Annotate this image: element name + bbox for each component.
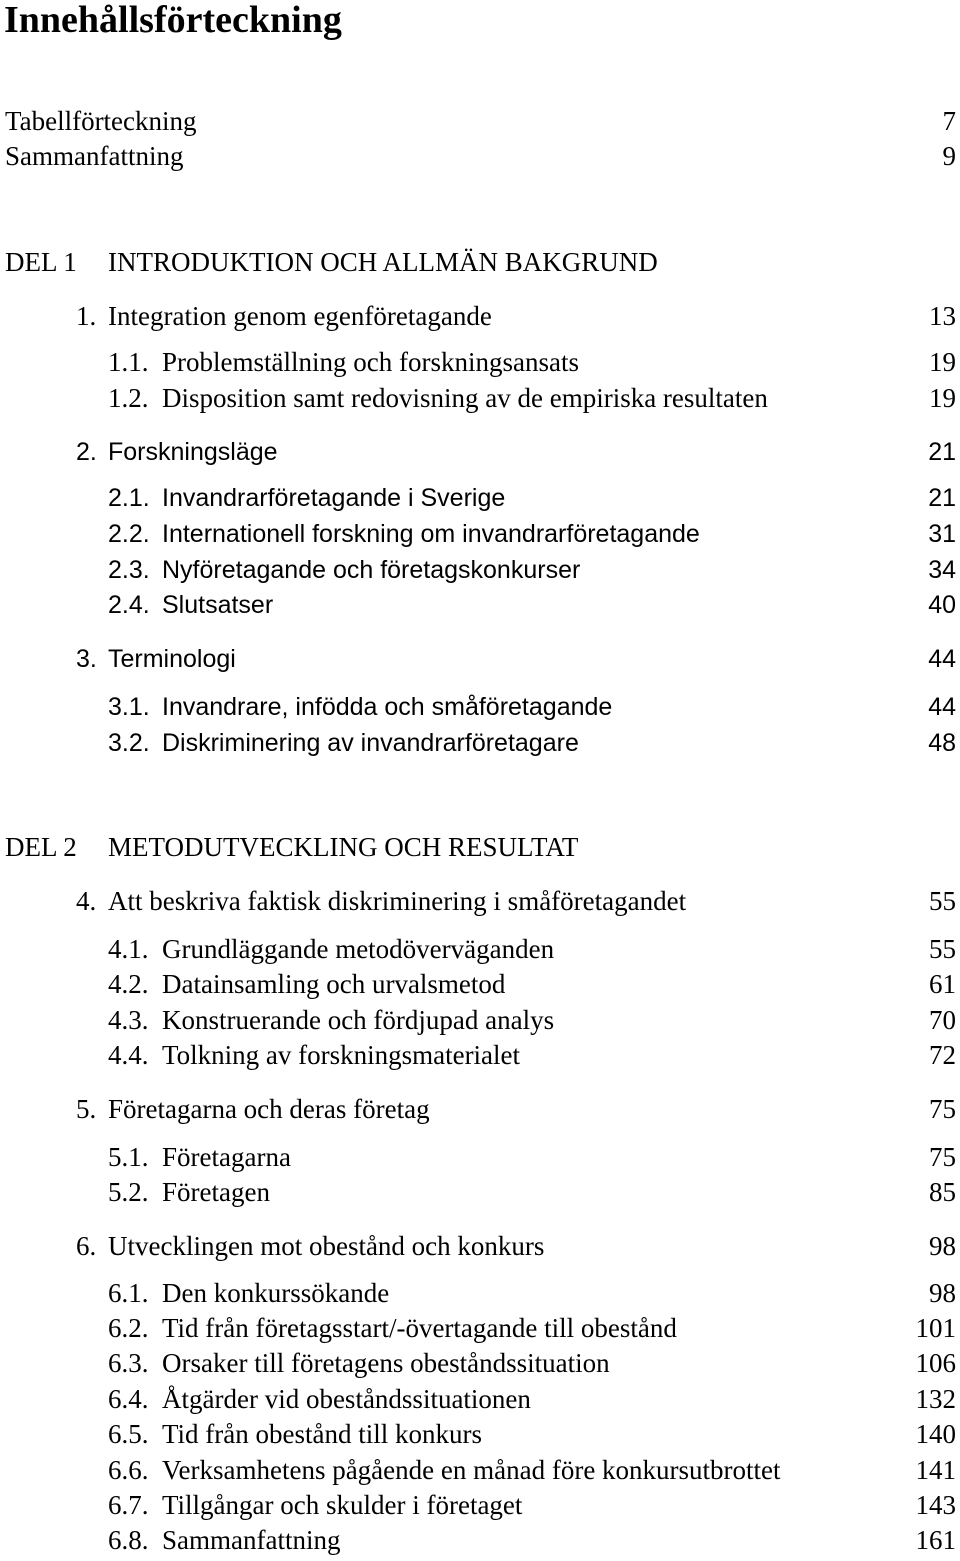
- toc-page: 106: [915, 1348, 956, 1378]
- section-number: 5.1.: [108, 1142, 149, 1172]
- toc-section-4-2[interactable]: [0, 967, 960, 1001]
- section-number: 6.4.: [108, 1384, 149, 1414]
- part-title: INTRODUKTION OCH ALLMÄN BAKGRUND: [108, 247, 658, 277]
- section-title: Företagen: [162, 1177, 270, 1207]
- toc-section-2-2[interactable]: [0, 517, 960, 551]
- chapter-number: 2.: [76, 438, 97, 466]
- toc-page: 40: [928, 591, 956, 619]
- toc-section-6-5[interactable]: [0, 1417, 960, 1451]
- toc-page: 140: [915, 1419, 956, 1449]
- section-title: Nyföretagande och företagskonkurser: [162, 556, 581, 584]
- section-title: Datainsamling och urvalsmetod: [162, 969, 506, 999]
- section-title: Diskriminering av invandrarföretagare: [162, 729, 579, 757]
- page-title: Innehållsförteckning: [4, 0, 342, 41]
- section-number: 5.2.: [108, 1177, 149, 1207]
- toc-section-5-2[interactable]: [0, 1175, 960, 1209]
- toc-page: 61: [929, 969, 956, 999]
- toc-section-6-3[interactable]: [0, 1346, 960, 1380]
- section-title: Internationell forskning om invandrarföretagande: [162, 520, 700, 548]
- section-number: 6.5.: [108, 1419, 149, 1449]
- chapter-number: 3.: [76, 645, 97, 673]
- chapter-title: Forskningsläge: [108, 438, 278, 466]
- toc-page: 75: [929, 1094, 956, 1124]
- part-title: METODUTVECKLING OCH RESULTAT: [108, 832, 579, 862]
- section-title: Åtgärder vid obeståndssituationen: [162, 1384, 531, 1414]
- toc-page: 143: [915, 1490, 956, 1520]
- toc-page: 72: [929, 1040, 956, 1070]
- toc-page: 98: [929, 1278, 956, 1308]
- chapter-title: Företagarna och deras företag: [108, 1094, 430, 1124]
- section-title: Tid från företagsstart/-övertagande till obestånd: [162, 1313, 677, 1343]
- section-title: Invandrarföretagande i Sverige: [162, 484, 506, 512]
- section-number: 2.4.: [108, 591, 150, 619]
- section-number: 3.2.: [108, 729, 150, 757]
- section-title: Den konkurssökande: [162, 1278, 390, 1308]
- toc-page: 55: [929, 934, 956, 964]
- chapter-number: 5.: [76, 1094, 97, 1124]
- section-number: 1.1.: [108, 347, 149, 377]
- section-title: Företagarna: [162, 1142, 291, 1172]
- toc-section-6-7[interactable]: [0, 1488, 960, 1522]
- section-title: Verksamhetens pågående en månad före konkursutbrottet: [162, 1455, 781, 1485]
- toc-page: 21: [928, 484, 956, 512]
- toc-page: 21: [928, 438, 956, 466]
- toc-page: 85: [929, 1177, 956, 1207]
- toc-page: 9: [942, 141, 956, 171]
- chapter-title: Terminologi: [108, 645, 236, 673]
- toc-chapter-4[interactable]: [0, 884, 960, 918]
- toc-section-1-1[interactable]: [0, 345, 960, 379]
- section-title: Invandrare, infödda och småföretagande: [162, 693, 613, 721]
- toc-page: 31: [928, 520, 956, 548]
- toc-page: 44: [928, 693, 956, 721]
- section-title: Tillgångar och skulder i företaget: [162, 1490, 523, 1520]
- chapter-number: 4.: [76, 886, 97, 916]
- toc-label: Tabellförteckning: [5, 106, 197, 136]
- toc-section-2-3[interactable]: [0, 553, 960, 587]
- part-number: DEL 1: [5, 247, 77, 277]
- chapter-number: 1.: [76, 301, 97, 331]
- part-heading-del-2: [0, 830, 960, 864]
- toc-chapter-3[interactable]: [0, 642, 960, 676]
- toc-entry-tabellforteckning[interactable]: [0, 104, 960, 138]
- toc-section-5-1[interactable]: [0, 1140, 960, 1174]
- toc-page: 44: [928, 645, 956, 673]
- toc-section-4-4[interactable]: [0, 1038, 960, 1072]
- toc-label: Sammanfattning: [5, 141, 184, 171]
- toc-section-6-6[interactable]: [0, 1453, 960, 1487]
- section-number: 2.1.: [108, 484, 150, 512]
- section-title: Grundläggande metodöverväganden: [162, 934, 555, 964]
- toc-page: 55: [929, 886, 956, 916]
- section-number: 1.2.: [108, 383, 149, 413]
- toc-section-3-1[interactable]: [0, 690, 960, 724]
- section-number: 6.3.: [108, 1348, 149, 1378]
- toc-section-1-2[interactable]: [0, 381, 960, 415]
- toc-page: 98: [929, 1231, 956, 1261]
- section-number: 6.6.: [108, 1455, 149, 1485]
- section-title: Sammanfattning: [162, 1525, 341, 1555]
- section-title: Tid från obestånd till konkurs: [162, 1419, 482, 1449]
- toc-page: 75: [929, 1142, 956, 1172]
- section-number: 2.3.: [108, 556, 150, 584]
- toc-page: 19: [929, 383, 956, 413]
- section-number: 6.7.: [108, 1490, 149, 1520]
- toc-chapter-1[interactable]: [0, 299, 960, 333]
- toc-entry-sammanfattning[interactable]: [0, 139, 960, 173]
- toc-chapter-6[interactable]: [0, 1229, 960, 1263]
- section-number: 4.2.: [108, 969, 149, 999]
- part-number: DEL 2: [5, 832, 77, 862]
- chapter-title: Integration genom egenföretagande: [108, 301, 492, 331]
- toc-section-3-2[interactable]: [0, 726, 960, 760]
- section-number: 2.2.: [108, 520, 150, 548]
- toc-chapter-5[interactable]: [0, 1092, 960, 1126]
- toc-page: 48: [928, 729, 956, 757]
- section-title: Konstruerande och fördjupad analys: [162, 1005, 555, 1035]
- chapter-title: Att beskriva faktisk diskriminering i småföretagandet: [108, 886, 687, 916]
- toc-section-2-1[interactable]: [0, 481, 960, 515]
- section-title: Orsaker till företagens obeståndssituation: [162, 1348, 610, 1378]
- part-heading-del-1: [0, 245, 960, 279]
- section-number: 6.1.: [108, 1278, 149, 1308]
- section-number: 6.2.: [108, 1313, 149, 1343]
- toc-section-4-1[interactable]: [0, 932, 960, 966]
- section-number: 4.1.: [108, 934, 149, 964]
- toc-page: 141: [915, 1455, 956, 1485]
- toc-section-6-1[interactable]: [0, 1276, 960, 1310]
- toc-page: 13: [929, 301, 956, 331]
- section-number: 4.3.: [108, 1005, 149, 1035]
- section-number: 6.8.: [108, 1525, 149, 1555]
- toc-page: 7: [942, 106, 956, 136]
- toc-page: 161: [915, 1525, 956, 1555]
- toc-page: 70: [929, 1005, 956, 1035]
- chapter-title: Utvecklingen mot obestånd och konkurs: [108, 1231, 545, 1261]
- section-title: Slutsatser: [162, 591, 274, 619]
- chapter-number: 6.: [76, 1231, 97, 1261]
- section-title: Problemställning och forskningsansats: [162, 347, 579, 377]
- section-title: Tolkning av forskningsmaterialet: [162, 1040, 521, 1070]
- section-number: 4.4.: [108, 1040, 149, 1070]
- toc-section-2-4[interactable]: [0, 588, 960, 622]
- toc-chapter-2[interactable]: [0, 435, 960, 469]
- toc-page: 132: [915, 1384, 956, 1414]
- toc-section-6-8[interactable]: [0, 1523, 960, 1557]
- toc-section-6-4[interactable]: [0, 1382, 960, 1416]
- toc-section-6-2[interactable]: [0, 1311, 960, 1345]
- toc-page: 19: [929, 347, 956, 377]
- toc-section-4-3[interactable]: [0, 1003, 960, 1037]
- section-title: Disposition samt redovisning av de empiriska resultaten: [162, 383, 768, 413]
- toc-page: 34: [928, 556, 956, 584]
- section-number: 3.1.: [108, 693, 150, 721]
- toc-page: 101: [915, 1313, 956, 1343]
